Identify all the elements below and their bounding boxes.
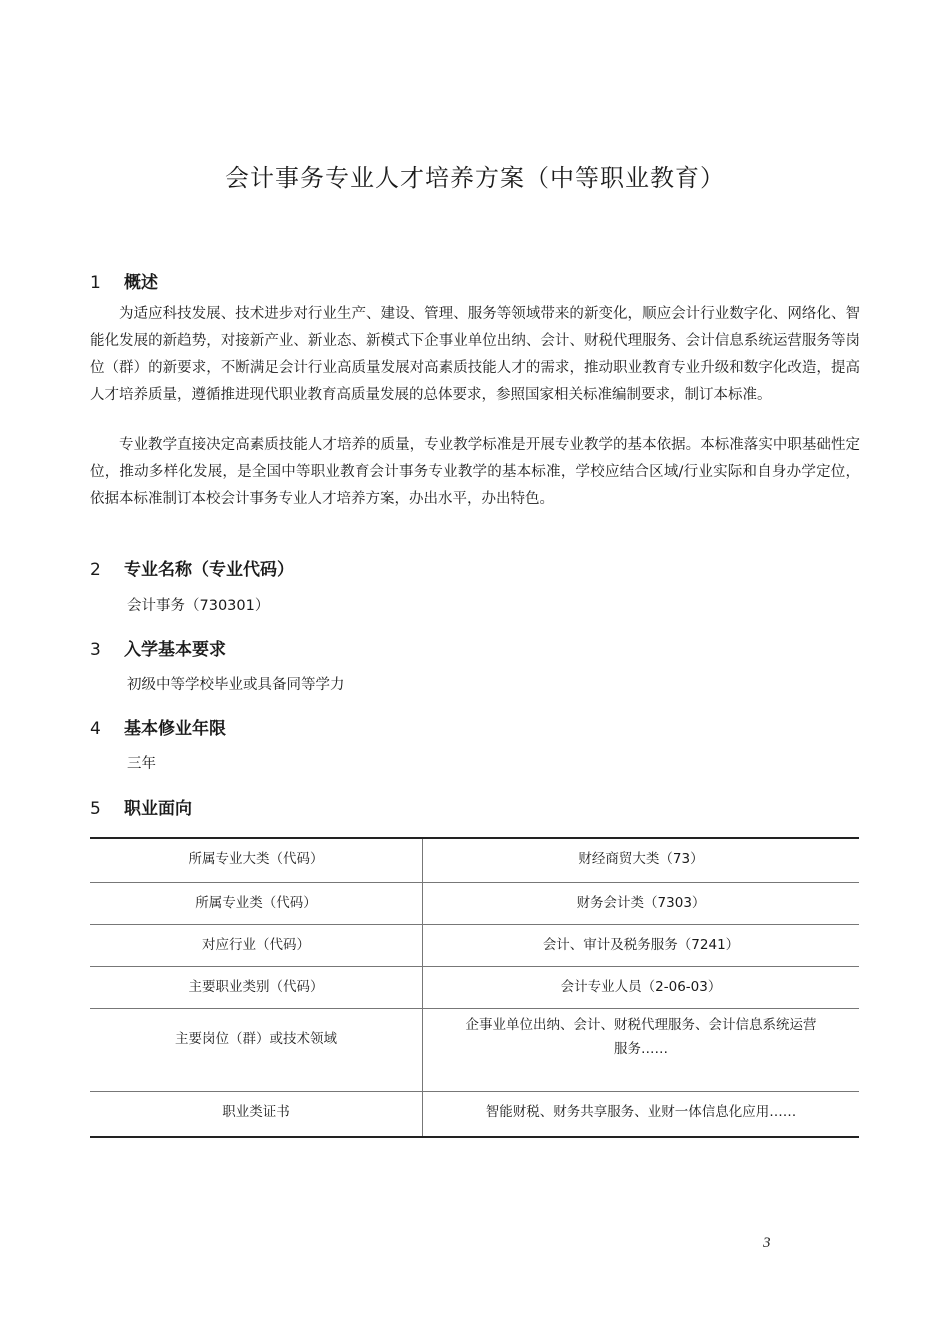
table-key-cell: 对应行业（代码） [90, 924, 423, 966]
table-value-cell: 会计、审计及税务服务（7241） [542, 936, 740, 953]
table-value-line: 企事业单位出纳、会计、财税代理服务、会计信息系统运营 [465, 1016, 817, 1033]
section-heading-admission [90, 635, 226, 660]
section-number: 1 [90, 273, 101, 293]
section-title: 入学基本要求 [124, 640, 226, 660]
section-number: 5 [90, 799, 101, 819]
duration-value: 三年 [127, 756, 156, 772]
table-key-cell: 主要岗位（群）或技术领域 [90, 1008, 423, 1091]
table-key-cell: 职业类证书 [90, 1091, 423, 1137]
section-number: 3 [90, 640, 101, 660]
page-number: 3 [763, 1235, 771, 1251]
major-name-value: 会计事务（730301） [127, 598, 270, 614]
table-row [90, 882, 859, 924]
section-title: 基本修业年限 [124, 719, 226, 739]
section-heading-major-name [90, 555, 294, 580]
table-value-cell [423, 1008, 860, 1091]
table-value-cell: 财经商贸大类（73） [578, 851, 704, 867]
table-row [90, 1008, 859, 1091]
table-key-cell: 所属专业大类（代码） [90, 838, 423, 882]
table-row [90, 838, 859, 882]
career-table [90, 837, 859, 1138]
table-row [90, 924, 859, 966]
overview-paragraph-1: 为适应科技发展、技术进步对行业生产、建设、管理、服务等领域带来的新变化，顺应会计行业数字化、网络化、智能化发展的新趋势，对接新产业、新业态、新模式下企事业单位出纳、会计、财税代理服务、会计信息系统运营服务等岗位（群）的新要求，不断满足会计行业高质量发展对高素质技能人才的需求，推动职业教育专业升级和数字化改造，提高人才培养质量，遵循推进现代职业教育高质量发展的总体要求，参照国家相关标准编制要求，制订本标准。 [90, 306, 860, 403]
overview-paragraph-2: 专业教学直接决定高素质技能人才培养的质量，专业教学标准是开展专业教学的基本依据。本标准落实中职基础性定位，推动多样化发展，是全国中等职业教育会计事务专业教学的基本标准，学校应结合区域/行业实际和自身办学定位，依据本标准制订本校会计事务专业人才培养方案，办出水平，办出特色。 [90, 437, 860, 507]
section-title: 专业名称（专业代码） [124, 560, 294, 580]
table-row [90, 966, 859, 1008]
section-number: 4 [90, 719, 101, 739]
admission-value: 初级中等学校毕业或具备同等学力 [127, 677, 345, 693]
section-heading-career [90, 794, 192, 819]
section-title: 职业面向 [124, 799, 192, 819]
table-value-cell: 财务会计类（7303） [576, 894, 706, 911]
section-heading-duration [90, 714, 226, 739]
section-number: 2 [90, 560, 101, 580]
table-row [90, 1091, 859, 1137]
document-title: 会计事务专业人才培养方案（中等职业教育） [225, 164, 725, 192]
table-value-line: 服务…… [614, 1040, 668, 1057]
section-title: 概述 [124, 273, 158, 293]
table-value-cell: 智能财税、财务共享服务、业财一体信息化应用…… [485, 1103, 797, 1120]
section-heading-overview [90, 268, 158, 293]
table-key-cell: 主要职业类别（代码） [90, 966, 423, 1008]
table-key-cell: 所属专业类（代码） [90, 882, 423, 924]
table-value-cell: 会计专业人员（2-06-03） [560, 978, 722, 995]
